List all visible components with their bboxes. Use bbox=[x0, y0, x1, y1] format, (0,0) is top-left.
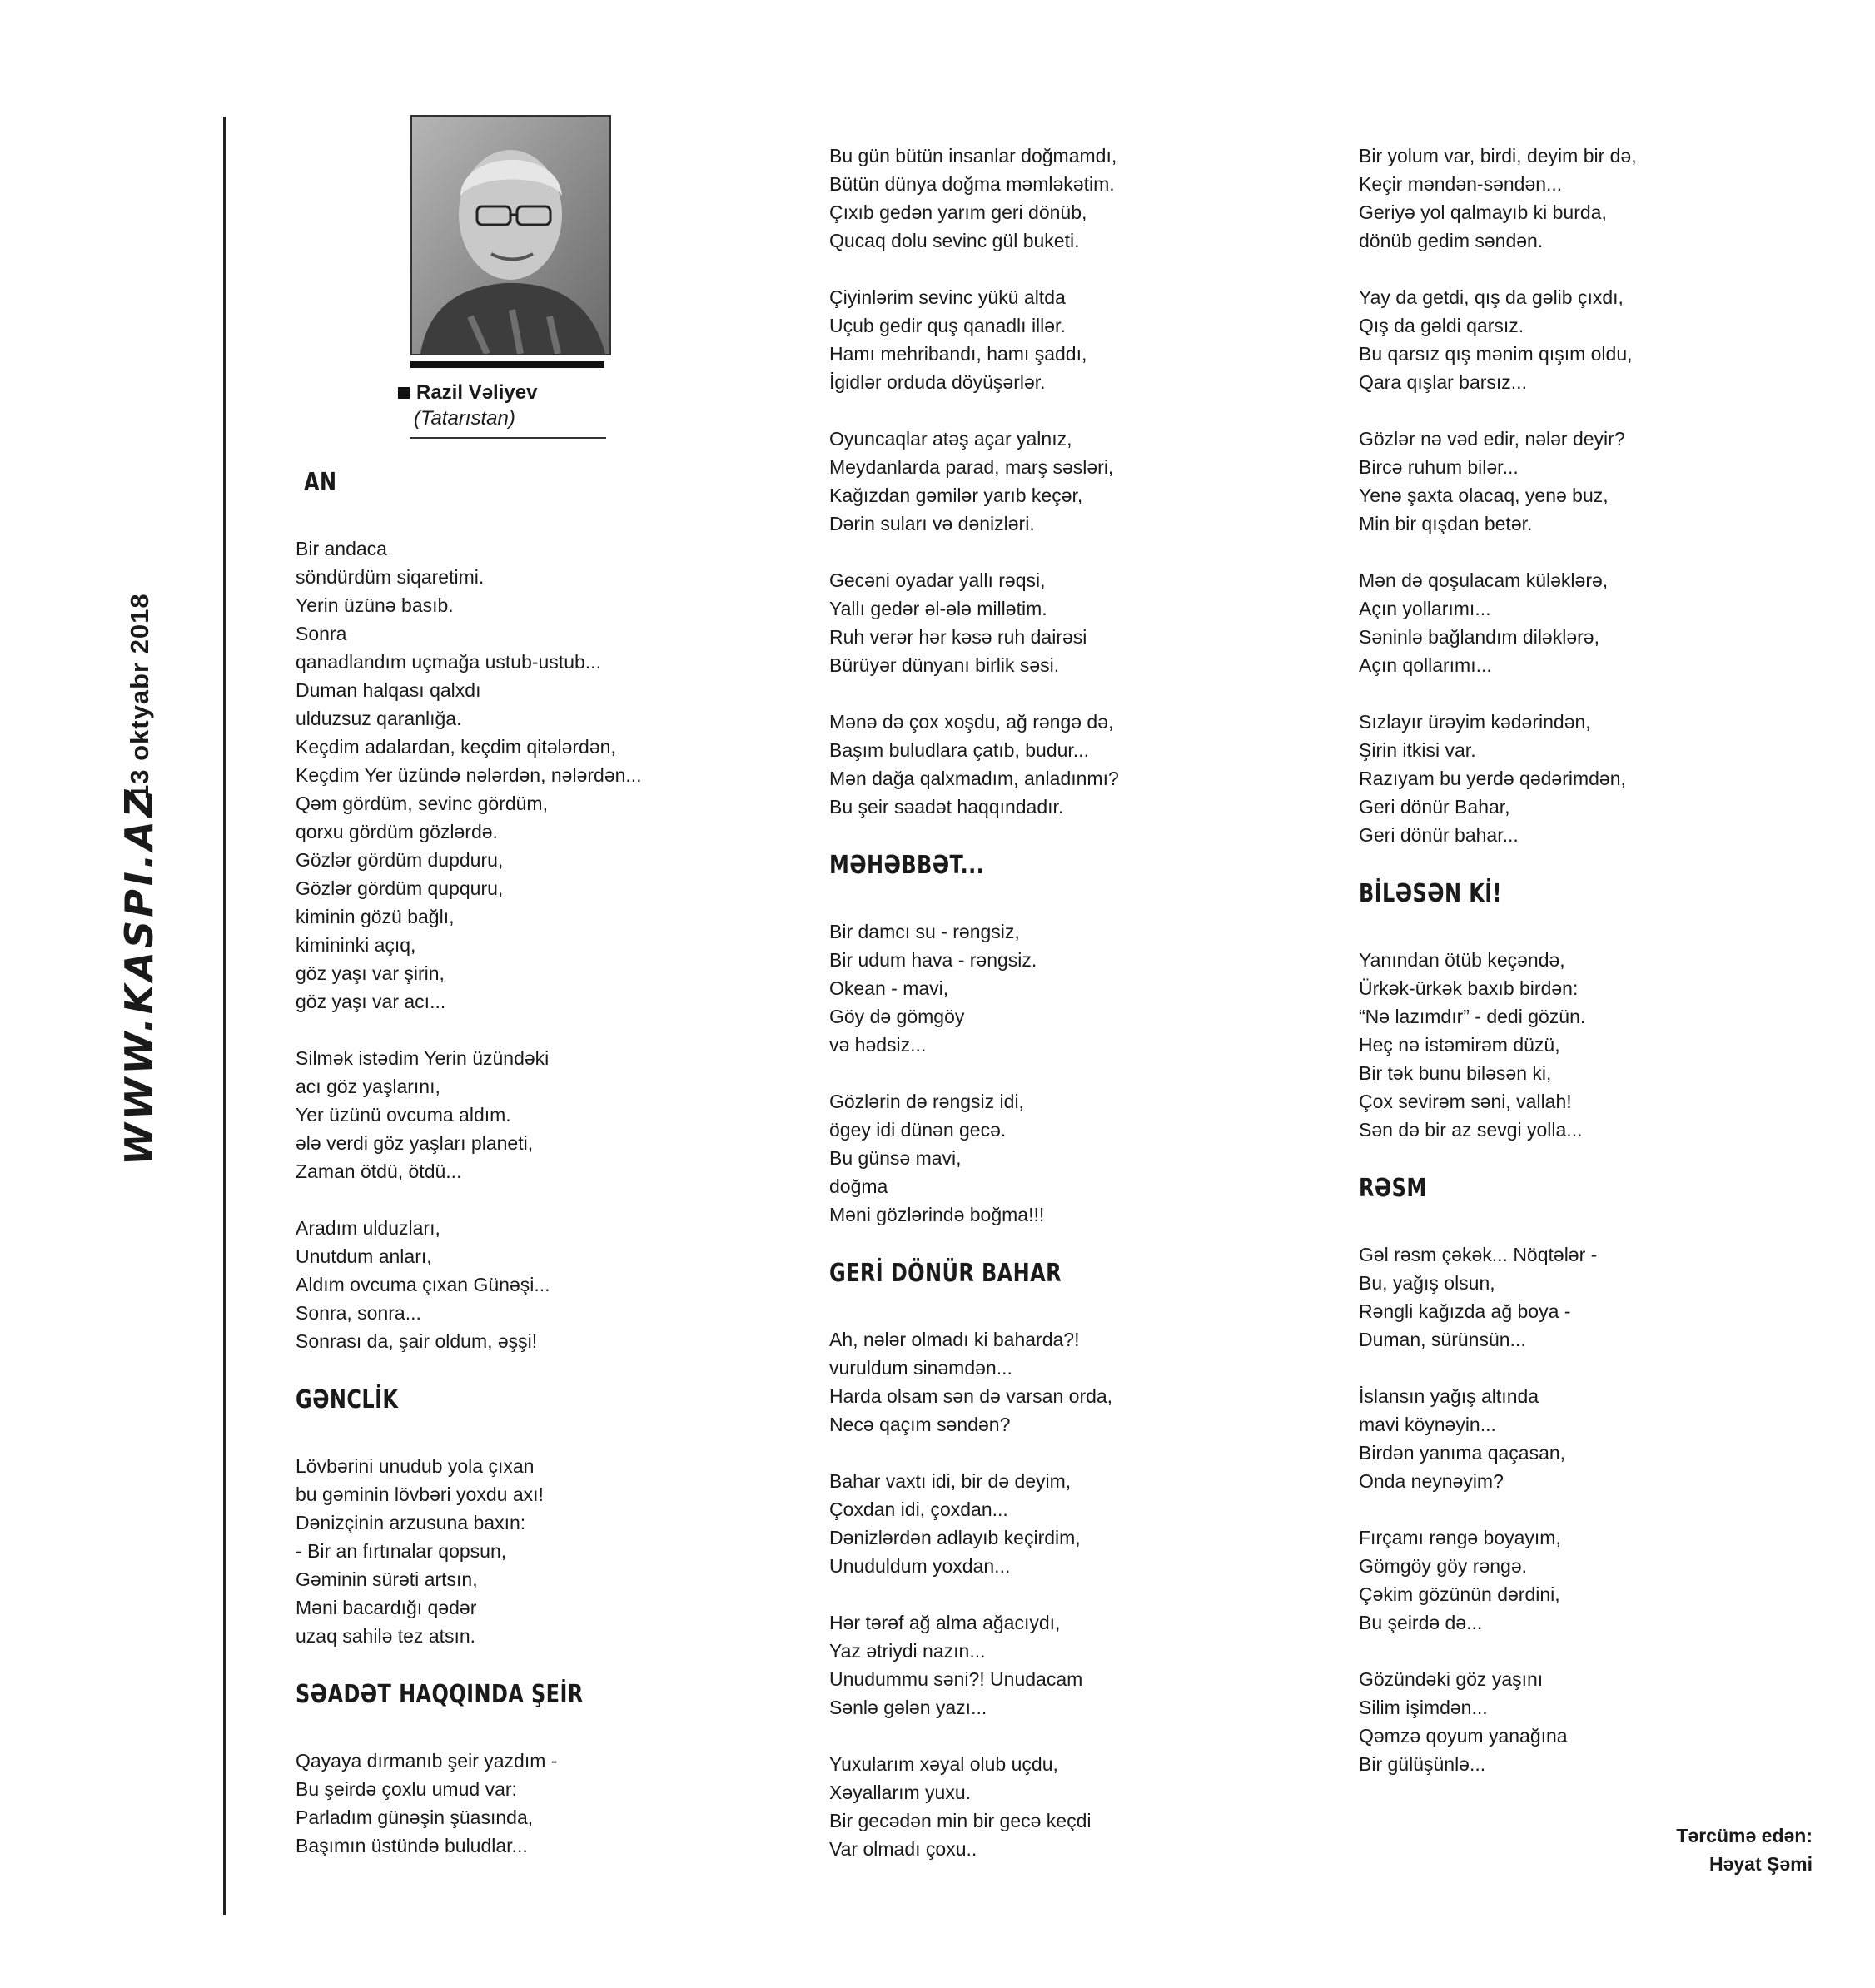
poem-line: Var olmadı çoxu.. bbox=[829, 1838, 977, 1860]
poem-line: Gömgöy göy rəngə. bbox=[1359, 1555, 1528, 1577]
poem-line: Yanından ötüb keçəndə, bbox=[1359, 949, 1565, 971]
poem-line: mavi köynəyin... bbox=[1359, 1414, 1496, 1435]
poem-line: Gözlər nə vəd edir, nələr deyir? bbox=[1359, 428, 1625, 450]
stanza bbox=[296, 1452, 712, 1650]
poem-line: Bir damcı su - rəngsiz, bbox=[829, 921, 1020, 942]
stanza bbox=[1359, 1523, 1808, 1637]
stanza bbox=[1359, 142, 1808, 255]
translator-label: Tərcümə edən: bbox=[1676, 1825, 1813, 1846]
poem bbox=[296, 1678, 712, 1860]
poem-line: acı göz yaşlarını, bbox=[296, 1076, 440, 1097]
poem-line: Rəngli kağızda ağ boya - bbox=[1359, 1300, 1571, 1322]
poem-line: Bütün dünya doğma məmləkətim. bbox=[829, 173, 1115, 195]
poem-line: Bir yolum var, birdi, deyim bir də, bbox=[1359, 145, 1637, 166]
poem-line: söndürdüm siqaretimi. bbox=[296, 566, 485, 588]
poem-line: Okean - mavi, bbox=[829, 977, 949, 999]
poem-line: Şirin itkisi var. bbox=[1359, 739, 1476, 761]
poem-title: MƏHƏBBƏT... bbox=[829, 851, 985, 880]
poem-line: Gözlər gördüm dupduru, bbox=[296, 849, 504, 871]
poem-line: Onda neynəyim? bbox=[1359, 1470, 1504, 1492]
stanza bbox=[829, 425, 1262, 538]
poem-line: Parladım günəşin şüasında, bbox=[296, 1807, 534, 1828]
stanza bbox=[1359, 283, 1808, 396]
poem-line: Bir tək bunu biləsən ki, bbox=[1359, 1062, 1552, 1084]
poem-line: bu gəminin lövbəri yoxdu axı! bbox=[296, 1484, 544, 1505]
poem-line: Sonra bbox=[296, 623, 347, 644]
stanza bbox=[296, 534, 712, 1016]
poem-line: Bu, yağış olsun, bbox=[1359, 1272, 1495, 1294]
poem-line: Aldım ovcuma çıxan Günəşi... bbox=[296, 1274, 550, 1295]
stanza bbox=[1359, 566, 1808, 679]
poem-line: Yenə şaxta olacaq, yenə buz, bbox=[1359, 485, 1609, 506]
poem-line: Necə qaçım səndən? bbox=[829, 1414, 1011, 1435]
poem-line: Dərin suları və dənizləri. bbox=[829, 513, 1035, 534]
poem-line: Geri dönür bahar... bbox=[1359, 824, 1519, 846]
poem-line: kimininki açıq, bbox=[296, 934, 416, 956]
poem-line: Məni bacardığı qədər bbox=[296, 1597, 477, 1618]
poem-line: Keçdim adalardan, keçdim qitələrdən, bbox=[296, 736, 616, 758]
poem-line: qanadlandım uçmağa ustub-ustub... bbox=[296, 651, 601, 673]
poem-line: Bu şeir səadət haqqındadır. bbox=[829, 796, 1064, 818]
poem-line: ulduzsuz qaranlığa. bbox=[296, 708, 462, 729]
poem-line: qorxu gördüm gözlərdə. bbox=[296, 821, 498, 842]
poem-line: İslansın yağış altında bbox=[1359, 1385, 1539, 1407]
poem-line: Zaman ötdü, ötdü... bbox=[296, 1160, 462, 1182]
stanza bbox=[1359, 425, 1808, 538]
poem-line: Bu şeirdə çoxlu umud var: bbox=[296, 1778, 517, 1800]
poem-line: Gözlərin də rəngsiz idi, bbox=[829, 1091, 1024, 1112]
poem-line: Bu qarsız qış mənim qışım oldu, bbox=[1359, 343, 1633, 365]
poem-line: Duman, sürünsün... bbox=[1359, 1329, 1526, 1350]
poem-line: Harda olsam sən də varsan orda, bbox=[829, 1385, 1113, 1407]
stanza bbox=[1359, 1240, 1808, 1354]
poem-line: kiminin gözü bağlı, bbox=[296, 906, 455, 927]
poem bbox=[829, 1257, 1262, 1863]
poem-line: uzaq sahilə tez atsın. bbox=[296, 1625, 476, 1647]
poem-line: vuruldum sinəmdən... bbox=[829, 1357, 1012, 1379]
stanza bbox=[829, 566, 1262, 679]
translator-credit bbox=[1676, 1822, 1813, 1878]
poem-line: Dənizçinin arzusuna baxın: bbox=[296, 1512, 526, 1533]
poem-line: Silim işimdən... bbox=[1359, 1697, 1488, 1718]
poem-line: Qəmzə qoyum yanağına bbox=[1359, 1725, 1568, 1747]
stanza bbox=[829, 1325, 1262, 1439]
photo-underline bbox=[410, 361, 604, 368]
author-photo bbox=[410, 115, 611, 355]
poem-line: Geri dönür Bahar, bbox=[1359, 796, 1510, 818]
stanza bbox=[829, 708, 1262, 821]
stanza bbox=[829, 142, 1262, 255]
poem-line: Kağızdan gəmilər yarıb keçər, bbox=[829, 485, 1083, 506]
poem-line: Min bir qışdan betər. bbox=[1359, 513, 1533, 534]
poem-line: Bu günsə mavi, bbox=[829, 1147, 962, 1169]
poem-line: Keçdim Yer üzündə nələrdən, nələrdən... bbox=[296, 764, 642, 786]
poem-line: Sonra, sonra... bbox=[296, 1302, 421, 1324]
poem-line: Xəyallarım yuxu. bbox=[829, 1782, 972, 1803]
poem-line: Çox sevirəm səni, vallah! bbox=[1359, 1091, 1572, 1112]
poem bbox=[1359, 1172, 1808, 1778]
poem-title: AN bbox=[304, 468, 337, 497]
poem-line: Uçub gedir quş qanadlı illər. bbox=[829, 315, 1066, 336]
issue-date: 13 oktyabr 2018 bbox=[125, 593, 154, 799]
poem-line: “Nə lazımdır” - dedi gözün. bbox=[1359, 1006, 1586, 1027]
poem-line: Sızlayır ürəyim kədərindən, bbox=[1359, 711, 1591, 733]
poem-title: GƏNCLİK bbox=[296, 1385, 399, 1414]
poem-line: Hər tərəf ağ alma ağacıydı, bbox=[829, 1612, 1061, 1633]
poem-title: BİLƏSƏN Kİ! bbox=[1359, 879, 1502, 908]
author-divider bbox=[410, 437, 606, 439]
poem-line: - Bir an fırtınalar qopsun, bbox=[296, 1540, 507, 1562]
site-url: WWW.KASPI.AZ bbox=[117, 786, 162, 1165]
poem-line: Qış da gəldi qarsız. bbox=[1359, 315, 1524, 336]
poem-line: ələ verdi göz yaşları planeti, bbox=[296, 1132, 534, 1154]
poem bbox=[1359, 142, 1808, 849]
poem-line: Yaz ətriydi nazın... bbox=[829, 1640, 986, 1662]
poem-line: Bir gülüşünlə... bbox=[1359, 1753, 1486, 1775]
poem-line: Qucaq dolu sevinc gül buketi. bbox=[829, 230, 1080, 251]
poem-line: göz yaşı var şirin, bbox=[296, 962, 445, 984]
poem-line: Başımın üstündə buludlar... bbox=[296, 1835, 528, 1856]
poem-line: Silmək istədim Yerin üzündəki bbox=[296, 1047, 550, 1069]
poem-line: Bir udum hava - rəngsiz. bbox=[829, 949, 1037, 971]
poem-line: Keçir məndən-səndən... bbox=[1359, 173, 1563, 195]
poem-line: və hədsiz... bbox=[829, 1034, 927, 1056]
poem-line: Birdən yanıma qaçasan, bbox=[1359, 1442, 1566, 1464]
poem-line: Yer üzünü ovcuma aldım. bbox=[296, 1104, 511, 1126]
poem-line: göz yaşı var acı... bbox=[296, 991, 446, 1012]
poem-line: Çəkim gözünün dərdini, bbox=[1359, 1583, 1560, 1605]
poem-line: Bu gün bütün insanlar doğmamdı, bbox=[829, 145, 1117, 166]
poem-line: Geriyə yol qalmayıb ki burda, bbox=[1359, 201, 1607, 223]
poem-line: Çıxıb gedən yarım geri dönüb, bbox=[829, 201, 1087, 223]
poem-line: İgidlər orduda döyüşərlər. bbox=[829, 371, 1046, 393]
poem-line: Çoxdan idi, çoxdan... bbox=[829, 1498, 1008, 1520]
column-2 bbox=[829, 142, 1262, 1891]
poem-line: Bir andaca bbox=[296, 538, 387, 559]
stanza bbox=[1359, 946, 1808, 1144]
poem bbox=[296, 466, 712, 1355]
poem-line: Razıyam bu yerdə qədərimdən, bbox=[1359, 768, 1626, 789]
stanza bbox=[1359, 1665, 1808, 1778]
poem-line: ögey idi dünən gecə. bbox=[829, 1119, 1007, 1141]
poem-line: Bahar vaxtı idi, bir də deyim, bbox=[829, 1470, 1072, 1492]
translator-name: Həyat Şəmi bbox=[1708, 1853, 1813, 1875]
column-3 bbox=[1359, 142, 1808, 1807]
poem-line: Qəm gördüm, sevinc gördüm, bbox=[296, 793, 548, 814]
margin-divider bbox=[223, 117, 226, 1915]
poem-line: Aradım ulduzları, bbox=[296, 1217, 440, 1239]
poem-line: Sonrası da, şair oldum, əşşi! bbox=[296, 1330, 538, 1352]
poem-line: Bircə ruhum bilər... bbox=[1359, 456, 1519, 478]
poem-line: Dənizlərdən adlayıb keçirdim, bbox=[829, 1527, 1081, 1548]
stanza bbox=[829, 1750, 1262, 1863]
poem-line: Açın qollarımı... bbox=[1359, 654, 1492, 676]
poem bbox=[296, 1384, 712, 1650]
poem-line: Ruh verər hər kəsə ruh dairəsi bbox=[829, 626, 1087, 648]
poem-line: Yallı gedər əl-ələ millətim. bbox=[829, 598, 1047, 619]
stanza bbox=[829, 1608, 1262, 1722]
poem-line: Başım buludlara çatıb, budur... bbox=[829, 739, 1089, 761]
stanza bbox=[296, 1044, 712, 1185]
poem-line: Unudummu səni?! Unudacam bbox=[829, 1668, 1083, 1690]
poem bbox=[829, 849, 1262, 1229]
poem-title: SƏADƏT HAQQINDA ŞEİR bbox=[296, 1680, 584, 1709]
poem-line: Bürüyər dünyanı birlik səsi. bbox=[829, 654, 1060, 676]
poem-line: dönüb gedim səndən. bbox=[1359, 230, 1544, 251]
poem-line: Qara qışlar barsız... bbox=[1359, 371, 1527, 393]
poem-line: Gözündəki göz yaşını bbox=[1359, 1668, 1544, 1690]
poem-line: Sənlə gələn yazı... bbox=[829, 1697, 987, 1718]
stanza bbox=[829, 917, 1262, 1059]
poem-line: doğma bbox=[829, 1175, 888, 1197]
poem-line: Ah, nələr olmadı ki baharda?! bbox=[829, 1329, 1080, 1350]
poem-line: Bir gecədən min bir gecə keçdi bbox=[829, 1810, 1092, 1831]
poem-line: Mənə də çox xoşdu, ağ rəngə də, bbox=[829, 711, 1114, 733]
stanza bbox=[829, 1467, 1262, 1580]
stanza bbox=[1359, 1382, 1808, 1495]
poem-line: Gecəni oyadar yallı rəqsi, bbox=[829, 569, 1046, 591]
stanza bbox=[829, 283, 1262, 396]
poem-title: RƏSM bbox=[1359, 1174, 1427, 1203]
poem-line: Açın yollarımı... bbox=[1359, 598, 1491, 619]
poem-line: Oyuncaqlar atəş açar yalnız, bbox=[829, 428, 1072, 450]
stanza bbox=[296, 1214, 712, 1355]
stanza bbox=[296, 1747, 712, 1860]
stanza bbox=[829, 1087, 1262, 1229]
poem-line: Səninlə bağlandım diləklərə, bbox=[1359, 626, 1599, 648]
poem-line: Mən də qoşulacam küləklərə, bbox=[1359, 569, 1609, 591]
poem-line: Unuduldum yoxdan... bbox=[829, 1555, 1011, 1577]
column-1 bbox=[296, 466, 712, 1888]
poem-line: Bu şeirdə də... bbox=[1359, 1612, 1483, 1633]
poem-line: Yuxularım xəyal olub uçdu, bbox=[829, 1753, 1058, 1775]
poem-line: Lövbərini unudub yola çıxan bbox=[296, 1455, 535, 1477]
poem-line: Gəl rəsm çəkək... Nöqtələr - bbox=[1359, 1244, 1598, 1265]
poem bbox=[829, 142, 1262, 821]
poem-line: Məni gözlərində boğma!!! bbox=[829, 1204, 1045, 1225]
poem-line: Sən də bir az sevgi yolla... bbox=[1359, 1119, 1583, 1141]
poem-line: Duman halqası qalxdı bbox=[296, 679, 481, 701]
poem-line: Meydanlarda parad, marş səsləri, bbox=[829, 456, 1114, 478]
poem-line: Hamı mehribandı, hamı şaddı, bbox=[829, 343, 1087, 365]
poem-line: Yerin üzünə basıb. bbox=[296, 594, 454, 616]
poem-line: Göy də gömgöy bbox=[829, 1006, 965, 1027]
poem-line: Unutdum anları, bbox=[296, 1245, 432, 1267]
author-name: Razil Vəliyev bbox=[398, 381, 537, 405]
poem-line: Heç nə istəmirəm düzü, bbox=[1359, 1034, 1560, 1056]
poem-line: Yay da getdi, qış da gəlib çıxdı, bbox=[1359, 286, 1624, 308]
poem-line: Gəminin sürəti artsın, bbox=[296, 1568, 478, 1590]
poem-line: Ürkək-ürkək baxıb birdən: bbox=[1359, 977, 1579, 999]
poem-line: Fırçamı rəngə boyayım, bbox=[1359, 1527, 1561, 1548]
poem-line: Mən dağa qalxmadım, anladınmı? bbox=[829, 768, 1119, 789]
poem-line: Qayaya dırmanıb şeir yazdım - bbox=[296, 1750, 558, 1772]
author-location: (Tatarıstan) bbox=[414, 407, 515, 430]
poem-title: GERİ DÖNÜR BAHAR bbox=[829, 1259, 1062, 1288]
poem bbox=[1359, 877, 1808, 1144]
stanza bbox=[1359, 708, 1808, 849]
poem-line: Gözlər gördüm qupquru, bbox=[296, 877, 504, 899]
poem-line: Çiyinlərim sevinc yükü altda bbox=[829, 286, 1066, 308]
